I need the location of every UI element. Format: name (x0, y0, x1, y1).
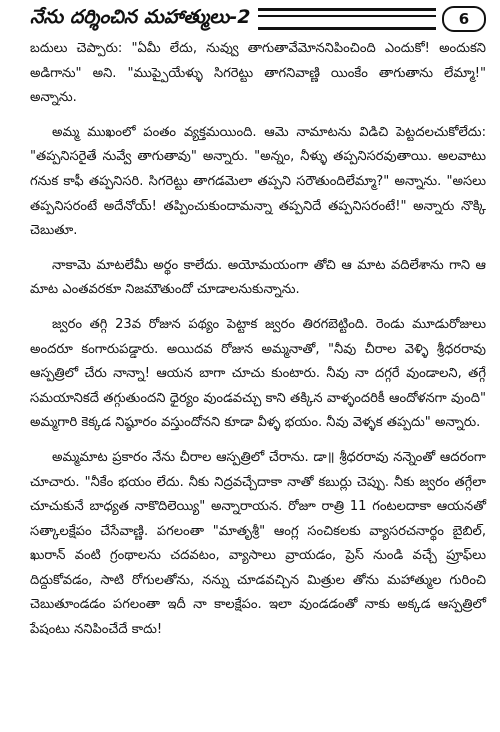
page-number: 6 (442, 6, 486, 32)
paragraph-1: బదులు చెప్పారు: "ఏమీ లేదు, నువ్వు తాగుతావేమోననిపించింది ఎందుకో! అందుకని అడిగాను" అని. "ముప్పైయేళ్ళు సిగరెట్టు తాగనివాణ్ణి యింకేం తాగుతాను లేమ్మా!" అన్నాను. (30, 41, 486, 106)
body-text (30, 37, 486, 643)
book-title: నేను దర్శించిన మహాత్ములు-2 (30, 5, 251, 28)
header-rule-lines (258, 8, 436, 30)
paragraph-5: అమ్మమాట ప్రకారం నేను చీరాల ఆస్పత్రిలో చేరాను. డా॥ శ్రీధరరావు నన్నెంతో ఆదరంగా చూచారు. "నీకేం భయం లేదు. నీకు నిద్రవచ్చేదాకా నాతో కబుర్లు చెప్పు. నీకు జ్వరం తగ్గేలా చూచుకునే బాధ్యత నాకొదిలెయ్యి" అన్నారాయన. రోజూ రాత్రి 11 గంటలదాకా ఆయనతో సత్కాలక్షేపం చేసేవాణ్ణి. పగలంతా "మాతృశ్రీ" ఆంగ్ల సంచికలకు వ్యాసరచనార్థం బైబిల్, ఖురాన్ వంటి గ్రంథాలను చదవటం, వ్యాసాలు వ్రాయడం, ప్రెస్ నుండి వచ్చే ప్రూఫ్‌లు దిద్దుకోవడం, సాటి రోగులతోను, నన్ను చూడవచ్చిన మిత్రుల తోను మహాత్ముల గురించి చెబుతూండడం పగలంతా ఇదీ నా కాలక్షేపం. ఇలా వుండడంతో నాకు అక్కడ ఆస్పత్రిలో పేషంటు ననిపించేదే కాదు! (30, 449, 486, 638)
paragraph-2: అమ్మ ముఖంలో పంతం వ్యక్తమయింది. ఆమె నామాటను విడిచి పెట్టదలచుకోలేదు: "తప్పనిసరైతే నువ్వే తాగుతావు" అన్నారు. "అన్నం, నీళ్ళు తప్పనిసరవుతాయి. అలవాటు గనుక కాఫీ తప్పనిసరి. సిగరెట్టు తాగడమెలా తప్పని సరౌతుందిలేమ్మా?" అన్నాను. "అసలు తప్పనిసరంటే అదేనోయ్! తప్పించుకుందామన్నా తప్పనిదే తప్పనిసరంటే!" అన్నారు నొక్కి చెబుతూ. (30, 124, 486, 239)
paragraph-4: జ్వరం తగ్గి 23వ రోజున పథ్యం పెట్టాక జ్వరం తిరగబెట్టింది. రెండు మూడురోజులు అందరూ కంగారుపడ్డారు. అయిదవ రోజున అమ్మనాతో, "నీవు చీరాల వెళ్ళి శ్రీధరరావు ఆస్పత్రిలో చేరు నాన్నా! ఆయన బాగా చూచు కుంటారు. నీవు నా దగ్గరే వుండాలని, తగ్గే సమయానికదే తగ్గుతుందని ధైర్యం వుండవచ్చు కాని తక్కిన వాళ్ళందరికీ ఆందోళనగా వుంది" అమ్మగారి కెక్కడ నిష్ఠూరం వస్తుందోనని కూడా వీళ్ళ భయం. నీవు వెళ్ళక తప్పదు" అన్నారు. (30, 316, 486, 431)
paragraph-3: నాకామె మాటలేమీ అర్థం కాలేదు. అయోమయంగా తోచి ఆ మాట వదిలేశాను గాని ఆ మాట ఎంతవరకూ నిజమౌతుందో చూడాలనుకున్నాను. (30, 257, 486, 298)
page-header (30, 4, 486, 34)
